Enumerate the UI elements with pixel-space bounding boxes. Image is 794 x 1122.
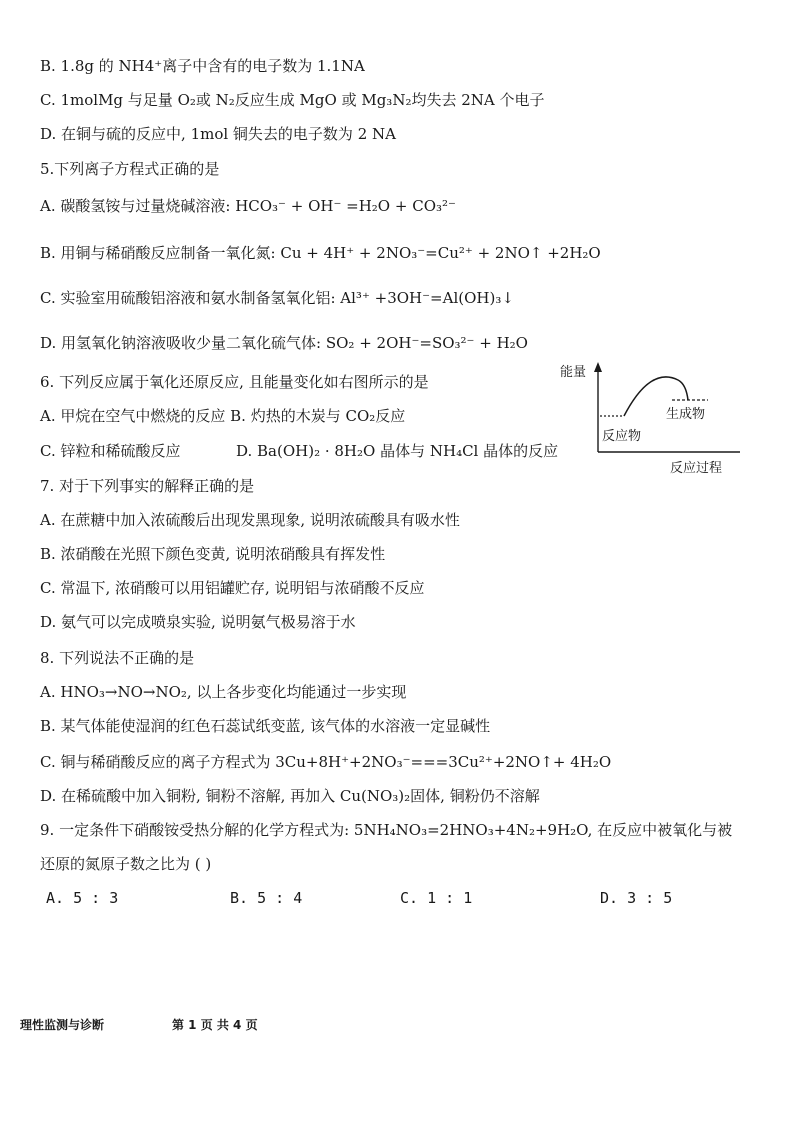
q8-option-b: B. 某气体能使湿润的红色石蕊试纸变蓝, 该气体的水溶液一定显碱性: [40, 717, 491, 735]
q9-stem-line1: 9. 一定条件下硝酸铵受热分解的化学方程式为: 5NH₄NO₃=2HNO₃+4N₂+9H₂O, 在反应中被氧化与被: [40, 821, 733, 839]
q6-option-ab: A. 甲烷在空气中燃烧的反应 B. 灼热的木炭与 CO₂反应: [40, 407, 406, 425]
diagram-x-label: 反应过程: [670, 461, 723, 476]
q9-option-b: B. 5 : 4: [230, 889, 303, 907]
q8-option-a: A. HNO₃→NO→NO₂, 以上各步变化均能通过一步实现: [40, 683, 407, 701]
q8-option-c: C. 铜与稀硝酸反应的离子方程式为 3Cu+8H⁺+2NO₃⁻===3Cu²⁺+2NO↑+ 4H₂O: [40, 753, 612, 771]
y-axis-arrow-icon: [594, 362, 602, 372]
q5-option-c: C. 实验室用硫酸铝溶液和氨水制备氢氧化铝: Al³⁺ +3OH⁻=Al(OH)₃↓: [40, 289, 514, 307]
q7-option-c: C. 常温下, 浓硝酸可以用铝罐贮存, 说明铝与浓硝酸不反应: [40, 579, 425, 597]
q8-option-d: D. 在稀硫酸中加入铜粉, 铜粉不溶解, 再加入 Cu(NO₃)₂固体, 铜粉仍不溶解: [40, 787, 540, 805]
diagram-reactant-label: 反应物: [602, 429, 642, 444]
q6-stem: 6. 下列反应属于氧化还原反应, 且能量变化如右图所示的是: [40, 373, 429, 391]
q5-option-a: A. 碳酸氢铵与过量烧碱溶液: HCO₃⁻ + OH⁻ =H₂O + CO₃²⁻: [40, 197, 456, 215]
q7-option-b: B. 浓硝酸在光照下颜色变黄, 说明浓硝酸具有挥发性: [40, 545, 386, 563]
q4-option-c: C. 1molMg 与足量 O₂或 N₂反应生成 MgO 或 Mg₃N₂均失去 2NA 个电子: [40, 91, 545, 109]
diagram-y-label: 能量: [560, 365, 587, 380]
q7-option-a: A. 在蔗糖中加入浓硫酸后出现发黑现象, 说明浓硫酸具有吸水性: [40, 511, 460, 529]
q5-option-b: B. 用铜与稀硝酸反应制备一氧化氮: Cu + 4H⁺ + 2NO₃⁻=Cu²⁺ + 2NO↑ +2H₂O: [40, 244, 601, 262]
q8-stem: 8. 下列说法不正确的是: [40, 649, 195, 667]
q6-option-c: C. 锌粒和稀硫酸反应: [40, 442, 181, 460]
diagram-product-label: 生成物: [666, 407, 706, 422]
footer-left: 理性监测与诊断: [20, 1018, 105, 1032]
q9-option-a: A. 5 : 3: [46, 889, 119, 907]
q5-stem: 5.下列离子方程式正确的是: [40, 160, 220, 178]
q7-stem: 7. 对于下列事实的解释正确的是: [40, 477, 255, 495]
q6-option-d: D. Ba(OH)₂ · 8H₂O 晶体与 NH₄Cl 晶体的反应: [236, 442, 559, 460]
q9-stem-line2: 还原的氮原子数之比为 ( ): [40, 855, 212, 873]
q4-option-b: B. 1.8g 的 NH4⁺离子中含有的电子数为 1.1NA: [40, 57, 365, 75]
q4-option-d: D. 在铜与硫的反应中, 1mol 铜失去的电子数为 2 NA: [40, 125, 396, 143]
energy-diagram: [560, 360, 760, 480]
q5-option-d: D. 用氢氧化钠溶液吸收少量二氧化硫气体: SO₂ + 2OH⁻=SO₃²⁻ + H₂O: [40, 334, 528, 352]
q9-option-d: D. 3 : 5: [600, 889, 673, 907]
page-number: 第 1 页 共 4 页: [172, 1018, 258, 1032]
q7-option-d: D. 氨气可以完成喷泉实验, 说明氨气极易溶于水: [40, 613, 356, 631]
q9-option-c: C. 1 : 1: [400, 889, 473, 907]
